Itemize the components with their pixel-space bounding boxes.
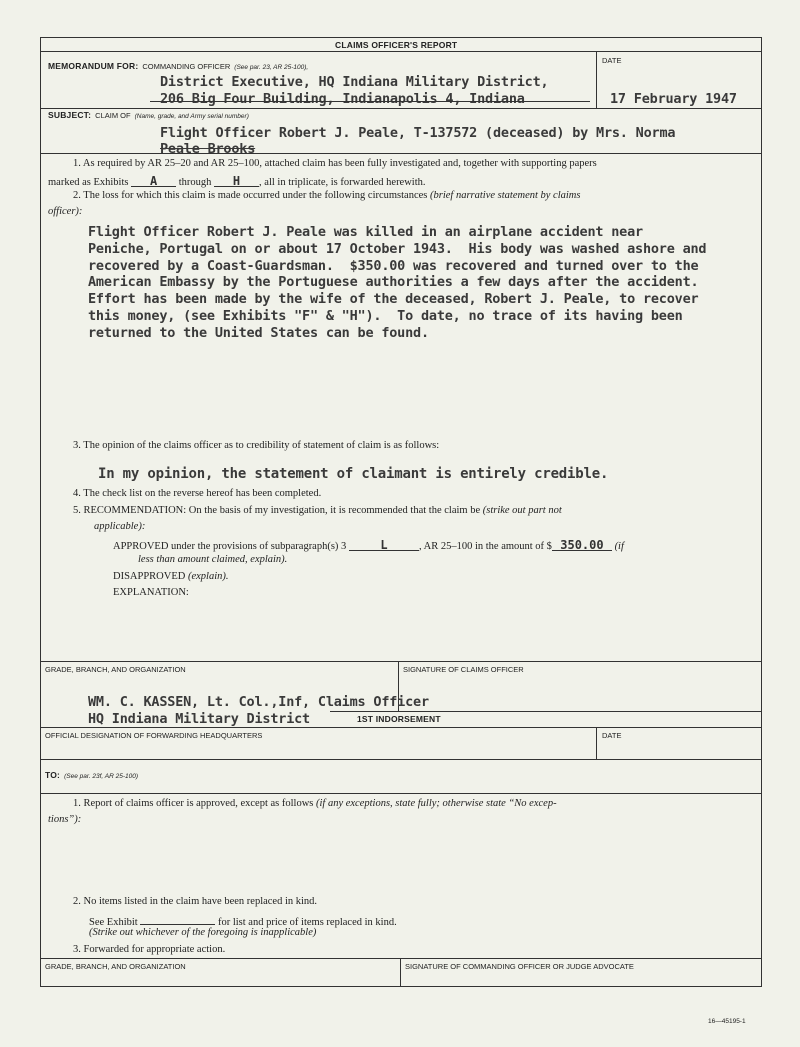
endorsement-2-see — [89, 912, 397, 928]
subject-claim-of: CLAIM OF — [95, 111, 131, 120]
divider — [40, 727, 762, 728]
paragraph-1-line-1: 1. As required by AR 25–20 and AR 25–100, attached claim has been fully investigated and, together with supporting papers — [73, 158, 597, 169]
date-value: 17 February 1947 — [610, 91, 737, 107]
addressee-line-2: 206 Big Four Building, Indianapolis 4, Indiana — [160, 91, 525, 107]
signature-label: SIGNATURE OF CLAIMS OFFICER — [403, 665, 524, 674]
addressee-line-1: District Executive, HQ Indiana Military District, — [160, 74, 549, 90]
divider — [40, 153, 762, 154]
paragraph-1-tail: , all in triplicate, is forwarded herewith. — [259, 177, 426, 188]
approved-line — [113, 538, 624, 552]
exhibit-from: A — [131, 174, 176, 187]
memo-to-ref: (See par. 23, AR 25-100), — [234, 64, 309, 71]
paragraph-2-text: 2. The loss for which this claim is made occurred under the following circumstances — [73, 190, 428, 201]
paragraph-2-line-1 — [73, 190, 580, 201]
narrative-statement: Flight Officer Robert J. Peale was killed in an airplane accident near Peniche, Portugal on or about 17 October 1943. His body was washed ashore and recovered by a Coast-Guardsman. $350.00 was recovered and turned over to the American Embassy by the Portuguese authorities a few days after the accident. Effort has been made by the wife of the deceased, Robert J. Peale, to recover this money, (see Exhibits "F" & "H"). To date, no trace of its having been returned to the United States can be found. — [88, 224, 707, 341]
indorsement-label: 1ST INDORSEMENT — [357, 714, 441, 724]
officer-line-1: WM. C. KASSEN, Lt. Col.,Inf, Claims Officer — [88, 694, 429, 710]
strike-out-note: (Strike out whichever of the foregoing is inapplicable) — [89, 927, 317, 938]
date2-label: DATE — [602, 731, 622, 740]
disapproved-line — [113, 571, 229, 582]
approved-subparagraph: L — [349, 538, 419, 551]
form-title: CLAIMS OFFICER'S REPORT — [335, 40, 458, 50]
paragraph-5-line-1 — [73, 505, 562, 516]
paragraph-2-line-2: officer): — [48, 206, 83, 217]
disapproved-italic: (explain). — [187, 571, 229, 582]
to-ref: (See par. 23f, AR 25-100) — [64, 773, 139, 780]
grade-branch-label: GRADE, BRANCH, AND ORGANIZATION — [45, 665, 186, 674]
recommendation-italic: (strike out part not — [482, 505, 562, 516]
endorsement-1-italic: (if any exceptions, state fully; otherwise state “No excep- — [316, 798, 557, 809]
disapproved-text: DISAPPROVED — [113, 571, 186, 582]
approved-if: (if — [614, 541, 624, 552]
opinion-statement: In my opinion, the statement of claimant is entirely credible. — [98, 466, 609, 482]
paragraph-3: 3. The opinion of the claims officer as to credibility of statement of claim is as follows: — [73, 440, 440, 451]
paragraph-5-line-2: applicable): — [94, 521, 146, 532]
to-label: TO: — [45, 770, 61, 780]
claimant-line-2: Peale Brooks — [160, 141, 256, 157]
explanation-label: EXPLANATION: — [113, 587, 189, 598]
recommendation-text: 5. RECOMMENDATION: On the basis of my investigation, it is recommended that the claim be — [73, 505, 481, 516]
officer-line-2: HQ Indiana Military District — [88, 711, 310, 727]
exhibit-to: H — [214, 174, 259, 187]
divider — [40, 108, 762, 109]
divider — [40, 958, 762, 959]
to-row — [45, 765, 138, 783]
approved-text: APPROVED under the provisions of subparagraph(s) 3 — [113, 541, 347, 552]
divider — [596, 727, 597, 759]
memo-label: MEMORANDUM FOR: — [48, 61, 139, 71]
memorandum-row — [48, 56, 308, 74]
approved-amount-text: , AR 25–100 in the amount of $ — [418, 541, 552, 552]
see-exhibit-tail: for list and price of items replaced in kind. — [217, 917, 397, 928]
see-exhibit-blank — [140, 912, 215, 925]
divider — [40, 793, 762, 794]
see-exhibit-label: See Exhibit — [89, 917, 138, 928]
endorsement-3: 3. Forwarded for appropriate action. — [73, 944, 226, 955]
divider — [40, 51, 762, 52]
divider — [596, 51, 597, 108]
paragraph-2-italic: (brief narrative statement by claims — [430, 190, 581, 201]
date-label: DATE — [602, 56, 622, 65]
endorsement-1-text: 1. Report of claims officer is approved, except as follows — [73, 798, 314, 809]
strike-line — [150, 101, 590, 102]
approved-line-2: less than amount claimed, explain). — [138, 554, 288, 565]
endorsement-2: 2. No items listed in the claim have been replaced in kind. — [73, 896, 318, 907]
paragraph-4: 4. The check list on the reverse hereof has been completed. — [73, 488, 322, 499]
signature-label-2: SIGNATURE OF COMMANDING OFFICER OR JUDGE ADVOCATE — [405, 962, 634, 971]
endorsement-1-line-2: tions”): — [48, 814, 82, 825]
exhibits-label: marked as Exhibits — [48, 177, 129, 188]
subject-claim-ref: (Name, grade, and Army serial number) — [134, 113, 249, 120]
approved-amount: 350.00 — [552, 538, 612, 551]
memo-to-prefix: COMMANDING OFFICER — [142, 62, 231, 71]
official-designation-label: OFFICIAL DESIGNATION OF FORWARDING HEADQUARTERS — [45, 731, 263, 740]
divider — [330, 711, 762, 712]
endorsement-1-line-1 — [73, 798, 557, 809]
claimant-line-1: Flight Officer Robert J. Peale, T-137572 (deceased) by Mrs. Norma — [160, 125, 676, 141]
form-number: 16—45195-1 — [708, 1018, 746, 1025]
through-label: through — [178, 177, 212, 188]
subject-label: SUBJECT: — [48, 110, 92, 120]
divider — [40, 759, 762, 760]
divider — [40, 661, 762, 662]
paragraph-1-line-2 — [48, 174, 426, 188]
divider — [400, 958, 401, 987]
grade-branch-label-2: GRADE, BRANCH, AND ORGANIZATION — [45, 962, 186, 971]
